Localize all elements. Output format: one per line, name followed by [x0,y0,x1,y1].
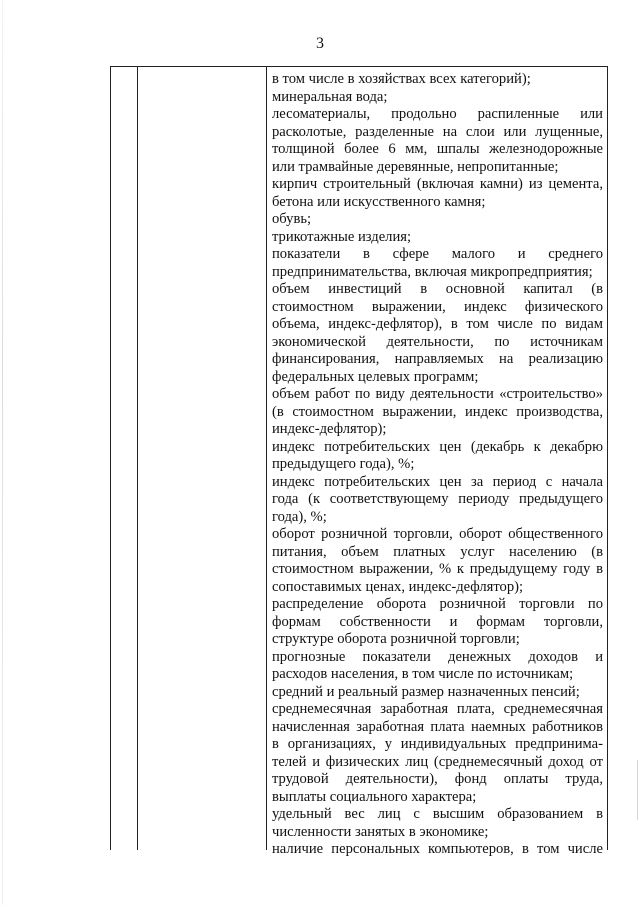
text-line: распределение оборота розничной торговли по [272,596,603,612]
text-line: объем работ по виду деятельности «строительство» [272,386,603,402]
text-line: минеральная вода; [272,88,388,105]
text-line: сопоставимых ценах, индекс-дефлятор); [272,578,524,595]
text-line: численности занятых в экономике; [272,823,489,840]
table-column-divider-2 [266,67,267,850]
text-line: выплаты социального характера; [272,788,477,805]
text-line: в том числе в хозяйствах всех категорий); [272,71,531,87]
text-line: среднемесячная заработная плата, среднемесячная [272,701,603,717]
text-line: трикотажные изделия; [272,228,412,245]
text-line: предпринимательства, включая микропредприятия; [272,263,593,280]
document-table [110,66,608,857]
table-text-cell [272,71,603,859]
text-line: структуре оборота розничной торговли; [272,631,520,647]
text-line: трудовой деятельности), фонд оплаты труда, [272,771,603,787]
text-line: начисленная заработная плата наемных работников [272,718,603,735]
text-line: предыдущего года), %; [272,456,415,472]
text-line: кирпич строительный (включая камни) из цемента, [272,176,603,192]
text-line: показатели в сфере малого и среднего [272,246,603,262]
text-line: формам собственности и формам торговли, [272,613,603,630]
text-line: стоимостном выражении, % к предыдущему году в [272,561,603,577]
text-line: в организациях, у индивидуальных предпринима- [272,736,603,752]
text-line: финансирования, направляемых на реализацию [272,351,603,367]
page-number: 3 [316,35,324,52]
text-line: обувь; [272,211,312,227]
text-line: объем инвестиций в основной капитал (в [272,281,603,297]
table-column-divider-1 [137,67,138,850]
text-line: средний и реальный размер назначенных пенсий; [272,683,580,700]
text-line: экономической деятельности, по источникам [272,333,603,350]
text-line: объема, индекс-дефлятор), в том числе по видам [272,316,603,332]
text-line: толщиной более 6 мм, шпалы железнодорожные [272,141,603,157]
text-line: или трамвайные деревянные, непропитанные; [272,158,559,175]
text-line: индекс потребительских цен (декабрь к декабрю [272,438,603,455]
text-line: прогнозные показатели денежных доходов и [272,648,603,665]
text-line: федеральных целевых программ; [272,368,479,385]
text-line: телей и физических лиц (среднемесячный доход от [272,753,603,770]
text-line: индекс-дефлятор); [272,421,387,437]
text-line: лесоматериалы, продольно распиленные или [272,106,603,122]
text-line: стоимостном выражении, индекс физического [272,298,603,315]
text-line: оборот розничной торговли, оборот общественного [272,526,603,542]
text-line: удельный вес лиц с высшим образованием в [272,806,603,822]
scan-edge-right [637,760,638,820]
text-line: питания, объем платных услуг населению (в [272,543,603,560]
text-line: года), %; [272,508,327,525]
text-line: бетона или искусственного камня; [272,193,486,210]
text-line: наличие персональных компьютеров, в том числе [272,841,603,857]
scan-edge-left [2,0,3,905]
text-line: (в стоимостном выражении, индекс производства, [272,403,603,420]
text-line: расколотые, разделенные на слои или лущенные, [272,123,603,140]
text-line: расходов населения, в том числе по источникам; [272,666,574,682]
text-line: индекс потребительских цен за период с начала [272,473,603,490]
text-line: года (к соответствующему периоду предыдущего [272,491,603,507]
